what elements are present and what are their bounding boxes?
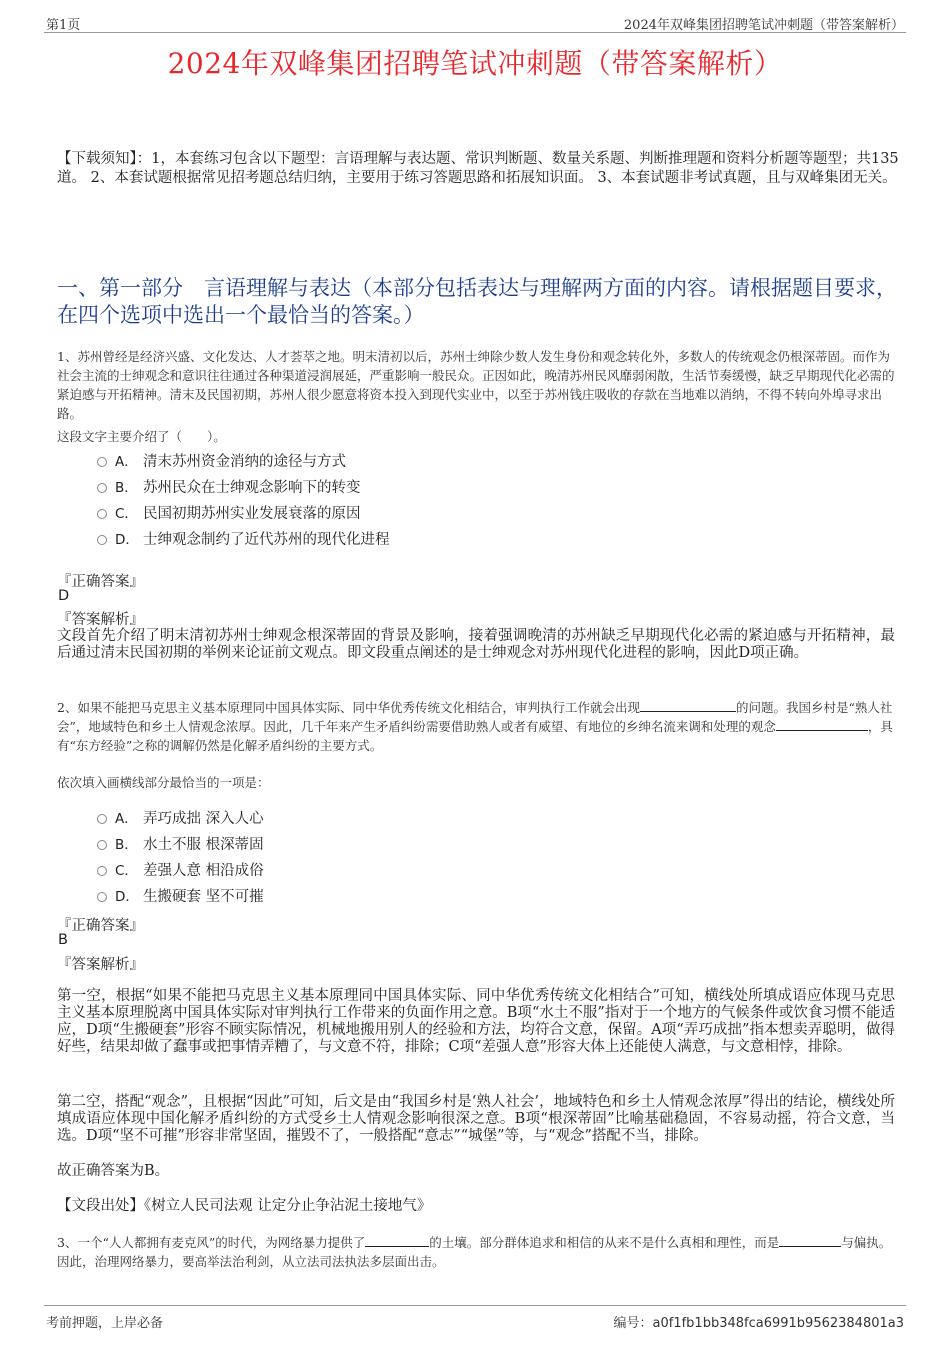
code-label: 编号：	[613, 1316, 653, 1331]
question-2-options	[97, 804, 597, 908]
footer-slogan: 考前押题，上岸必备	[46, 1316, 164, 1331]
document-code	[614, 1312, 905, 1331]
option-letter: D．	[115, 889, 139, 905]
page-title: 2024年双峰集团招聘笔试冲刺题（带答案解析）	[167, 47, 783, 80]
question-2-stem	[57, 698, 895, 755]
answer-analysis: 文段首先介绍了明末清初苏州士绅观念根深蒂固的背景及影响，接着强调晚清的苏州缺乏早期现代化必需的紧迫感与开拓精神，最后通过清末民国初期的举例来论证前文观点。即文段重点阐述的是士绅观念对苏州现代化进程的影响，因此D项正确。	[57, 628, 895, 661]
option-text: 民国初期苏州实业发展衰落的原因	[143, 505, 361, 522]
option-text: 水土不服 根深蒂固	[143, 836, 264, 853]
stem-text: 的问题。我国乡村是“熟人社会”，地域特色和乡土人情观念浓厚。因此，几千年来产生矛盾纠纷需要借助熟人或者有威望、有地位的乡绅名流来调和处理的观念	[57, 700, 893, 734]
question-2-prompt: 依次填入画横线部分最恰当的一项是：	[57, 775, 270, 790]
footer-divider	[44, 1305, 906, 1306]
answer-label: 『正确答案』	[57, 574, 144, 590]
answer-analysis-part-1: 第一空，根据“如果不能把马克思主义基本原理同中国具体实际、同中华优秀传统文化相结合”可知，横线处所填成语应体现马克思主义基本原理脱离中国具体实际对审判执行工作带来的负面作用之意。B项“水土不服”指对于一个地方的气候条件或饮食习惯不能适应，D项“生搬硬套”形容不顾实际情况，机械地搬用别人的经验和方法，均符合文意，保留。A项“弄巧成拙”指本想卖弄聪明，做得好些，结果却做了蠢事或把事情弄糟了，与文意不符，排除；C项“差强人意”形容大体上还能使人满意，与文意相悖，排除。	[57, 988, 895, 1055]
stem-text: 与偏执。因此，治理网络暴力，要高举法治利剑，从立法司法执法多层面出击。	[57, 1235, 892, 1269]
option-b[interactable]	[97, 473, 597, 499]
answer-analysis-part-2: 第二空，搭配“观念”，且根据“因此”可知，后文是由“我国乡村是‘熟人社会’，地域特色和乡土人情观念浓厚”得出的结论，横线处所填成语应体现中国化解矛盾纠纷的方式受乡土人情观念影响很深之意。B项“根深蒂固”比喻基础稳固，不容易动摇，符合文意，当选。D项“坚不可摧”形容非常坚固，摧毁不了，一般搭配“意志”“城堡”等，与“观念”搭配不当，排除。	[57, 1094, 895, 1144]
option-c[interactable]	[97, 856, 597, 882]
stem-text: 的土壤。部分群体追求和相信的从来不是什么真相和理性，而是	[429, 1235, 780, 1250]
source-label: 【文段出处】	[57, 1198, 144, 1214]
analysis-label: 『答案解析』	[57, 612, 144, 628]
fill-blank	[365, 1246, 429, 1247]
answer-label: 『正确答案』	[57, 918, 144, 934]
option-letter: C．	[115, 863, 138, 879]
option-text: 差强人意 相沿成俗	[143, 862, 264, 879]
option-letter: B．	[115, 480, 138, 496]
fill-blank	[776, 730, 868, 731]
section-heading: 一、第一部分 言语理解与表达（本部分包括表达与理解两方面的内容。请根据题目要求，在四个选项中选出一个最恰当的答案。）	[57, 276, 897, 327]
answer-value: D	[58, 588, 70, 604]
option-letter: A．	[115, 811, 138, 827]
option-d[interactable]	[97, 882, 597, 908]
radio-icon[interactable]	[97, 814, 107, 824]
option-text: 士绅观念制约了近代苏州的现代化进程	[143, 531, 390, 548]
option-c[interactable]	[97, 499, 597, 525]
radio-icon[interactable]	[97, 892, 107, 902]
option-b[interactable]	[97, 830, 597, 856]
option-text: 清末苏州资金消纳的途径与方式	[143, 453, 346, 470]
radio-icon[interactable]	[97, 866, 107, 876]
passage-source	[57, 1198, 895, 1215]
header-divider	[44, 32, 906, 33]
answer-value: B	[58, 932, 68, 948]
option-letter: C．	[115, 506, 138, 522]
radio-icon[interactable]	[97, 535, 107, 545]
answer-conclusion: 故正确答案为B。	[57, 1163, 170, 1179]
page-number: 第1页	[46, 18, 81, 33]
option-text: 苏州民众在士绅观念影响下的转变	[143, 479, 361, 496]
stem-text: ，具有“东方经验”之称的调解仍然是化解矛盾纠纷的主要方式。	[57, 719, 893, 753]
fill-blank	[779, 1246, 841, 1247]
option-letter: A．	[115, 454, 138, 470]
option-letter: B．	[115, 837, 138, 853]
question-1-options	[97, 447, 597, 551]
fill-blank	[640, 711, 736, 712]
option-a[interactable]	[97, 804, 597, 830]
code-value: a0f1fb1bb348fca6991b9562384801a3	[652, 1316, 904, 1331]
stem-text: 2、如果不能把马克思主义基本原理同中国具体实际、同中华优秀传统文化相结合，审判执行工作就会出现	[57, 700, 640, 715]
stem-text: 3、一个“人人都拥有麦克风”的时代，为网络暴力提供了	[57, 1235, 366, 1250]
option-text: 弄巧成拙 深入人心	[143, 810, 264, 827]
source-text: 《树立人民司法观 让定分止争沾泥土接地气》	[144, 1198, 432, 1214]
running-header-title: 2024年双峰集团招聘笔试冲刺题（带答案解析）	[623, 18, 904, 33]
option-letter: D．	[115, 532, 139, 548]
question-1-stem: 1、苏州曾经是经济兴盛、文化发达、人才荟萃之地。明末清初以后，苏州士绅除少数人发生身份和观念转化外，多数人的传统观念仍根深蒂固。而作为社会主流的士绅观念和意识往往通过各种渠道浸润展延，严重影响一般民众。正因如此，晚清苏州民风靡弱闲散，生活节奏缓慢，缺乏早期现代化必需的紧迫感与开拓精神。清末及民国初期，苏州人很少愿意将资本投入到现代实业中，以至于苏州钱庄吸收的存款在当地难以消纳，不得不转向外埠寻求出路。	[57, 349, 895, 421]
radio-icon[interactable]	[97, 509, 107, 519]
radio-icon[interactable]	[97, 457, 107, 467]
option-a[interactable]	[97, 447, 597, 473]
analysis-label: 『答案解析』	[57, 957, 144, 973]
option-text: 生搬硬套 坚不可摧	[143, 888, 264, 905]
download-notice: 【下载须知】：1，本套练习包含以下题型：言语理解与表达题、常识判断题、数量关系题、判断推理题和资料分析题等题型；共135道。 2、本套试题根据常见招考题总结归纳，主要用于练习答题思路和拓展知识面。 3、本套试题非考试真题，且与双峰集团无关。	[57, 151, 899, 186]
option-d[interactable]	[97, 525, 597, 551]
question-1-prompt: 这段文字主要介绍了（ ）。	[57, 429, 226, 444]
radio-icon[interactable]	[97, 840, 107, 850]
radio-icon[interactable]	[97, 483, 107, 493]
question-3-stem	[57, 1233, 895, 1271]
